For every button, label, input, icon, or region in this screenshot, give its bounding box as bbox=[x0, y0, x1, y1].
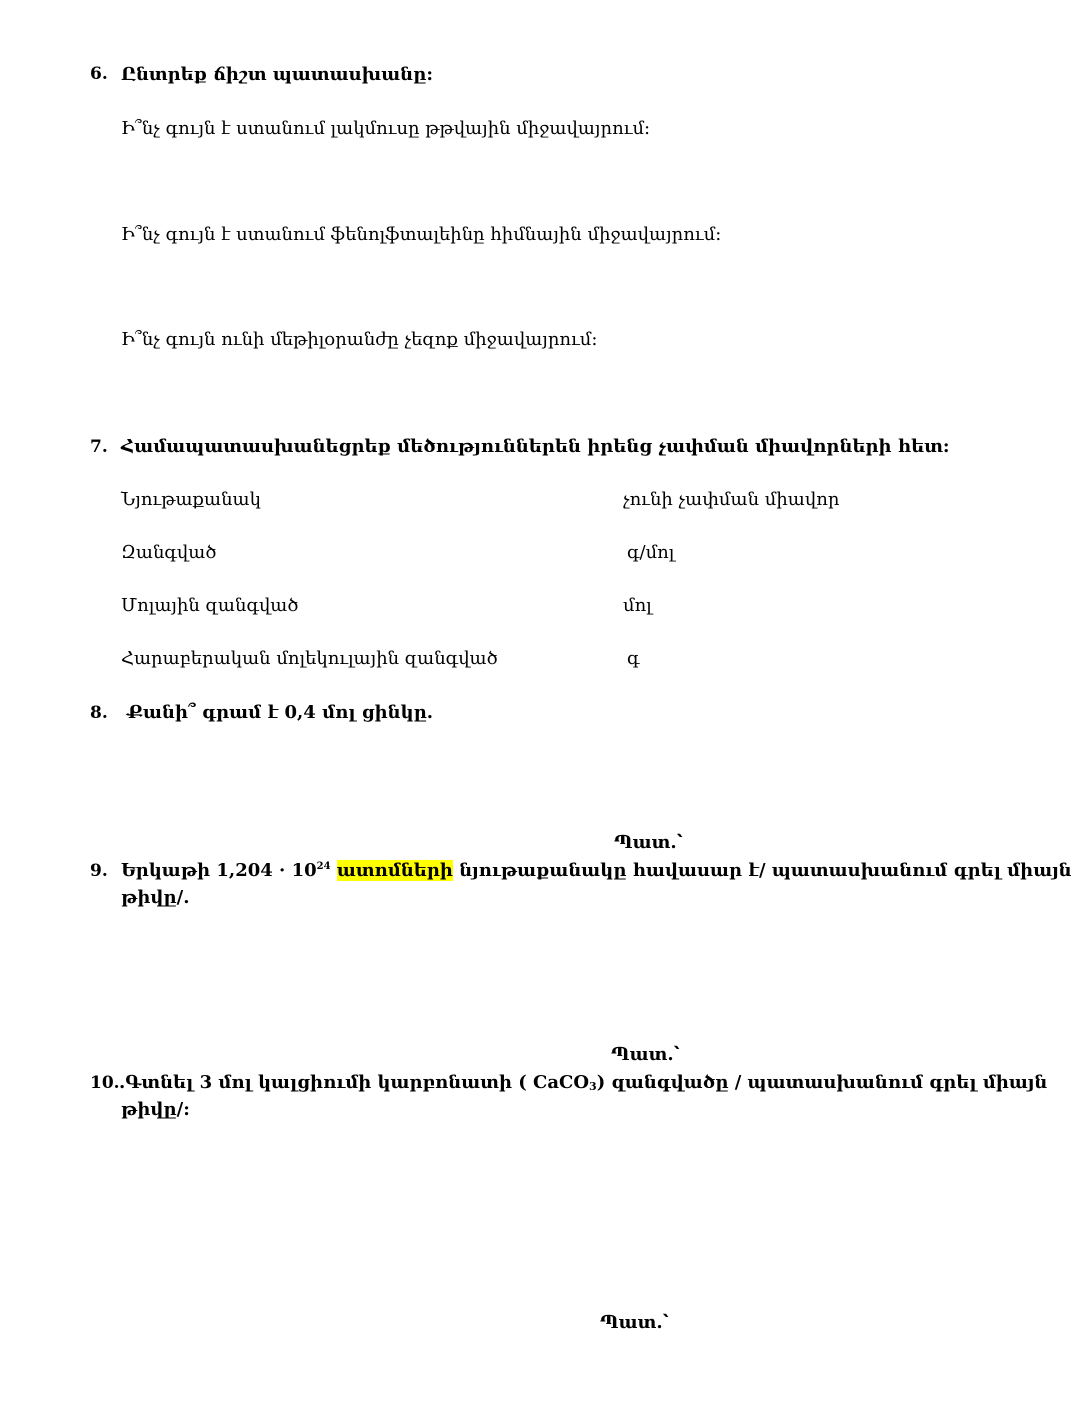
q7-left-item-3: Մոլային զանգված bbox=[121, 595, 299, 616]
q6-line-3: Ի՞նչ գույն ունի մեթիլօրանժը չեզոք միջավայրում: bbox=[121, 329, 598, 350]
q9-exponent: 24 bbox=[316, 861, 331, 872]
q7-right-item-2: գ/մոլ bbox=[627, 542, 675, 563]
q9-text-before: Երկաթի 1,204 · 10 bbox=[121, 860, 317, 881]
q7-left-item-2: Զանգված bbox=[121, 542, 217, 563]
q7-right-item-3: մոլ bbox=[623, 595, 652, 616]
q9-line-2: թիվը/. bbox=[121, 887, 190, 908]
q9-text-after: նյութաքանակը հավասար է/ պատասխանում գրել միայն bbox=[452, 860, 1072, 881]
q7-right-item-4: գ bbox=[627, 648, 640, 669]
q10-number: 10. bbox=[90, 1073, 120, 1093]
q7-left-item-1: Նյութաքանակ bbox=[121, 489, 261, 510]
q10-answer-label: Պատ.՝ bbox=[600, 1312, 669, 1333]
q10-subscript: 3 bbox=[589, 1080, 597, 1093]
q9-answer-label: Պատ.՝ bbox=[611, 1044, 680, 1065]
q9-line-1 bbox=[121, 860, 1072, 881]
q9-highlighted-word: ատոմների bbox=[336, 860, 453, 881]
q7-right-item-1: չունի չափման միավոր bbox=[623, 489, 840, 510]
q10-line-2: թիվը/: bbox=[121, 1099, 190, 1120]
q7-left-item-4: Հարաբերական մոլեկուլային զանգված bbox=[121, 648, 498, 669]
q6-line-1: Ի՞նչ գույն է ստանում լակմուսը թթվային միջավայրում: bbox=[121, 118, 651, 139]
q6-number: 6. bbox=[90, 64, 108, 84]
q7-number: 7. bbox=[90, 437, 108, 457]
q10-text-after: ) զանգվածը / պատասխանում գրել միայն bbox=[596, 1072, 1048, 1093]
q7-title: Համապատասխանեցրեք մեծություններեն իրենց չափման միավորների հետ: bbox=[121, 436, 950, 457]
q8-answer-label: Պատ.՝ bbox=[614, 832, 683, 853]
q8-title: Քանի՞ գրամ է 0,4 մոլ ցինկը. bbox=[127, 702, 434, 723]
q6-title: Ընտրեք ճիշտ պատասխանը: bbox=[121, 64, 433, 85]
q10-line-1 bbox=[119, 1072, 1047, 1093]
q6-line-2: Ի՞նչ գույն է ստանում ֆենոլֆտալեինը հիմնային միջավայրում: bbox=[121, 224, 722, 245]
q10-text-before: .Գտնել 3 մոլ կալցիումի կարբոնատի ( CaCO bbox=[119, 1072, 590, 1093]
q8-number: 8. bbox=[90, 703, 108, 723]
q9-number: 9. bbox=[90, 861, 108, 881]
